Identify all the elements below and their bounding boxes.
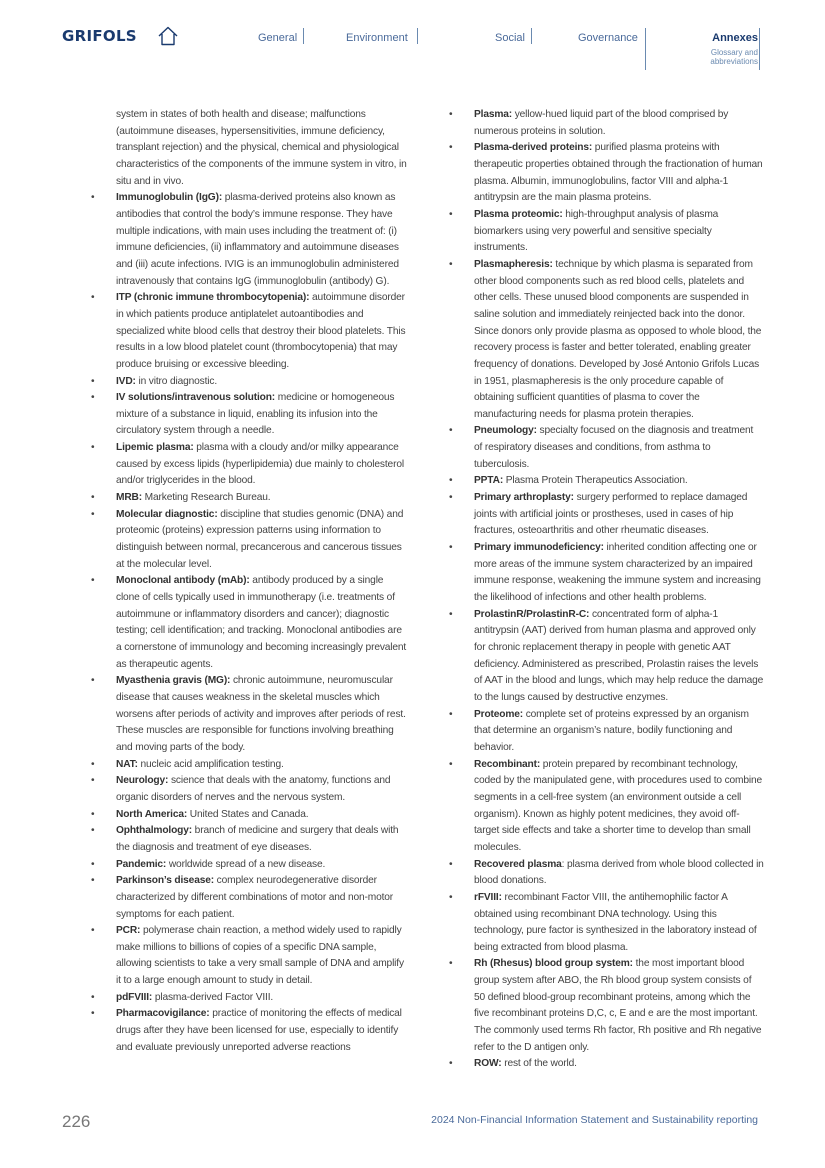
- nav-governance[interactable]: Governance: [578, 32, 638, 44]
- glossary-definition: worldwide spread of a new disease.: [166, 858, 326, 870]
- glossary-definition: discipline that studies genomic (DNA) and proteomic (proteins) expression patterns using information to distinguish between normal, precancerous and cancerous tissues at the molecular level.: [116, 508, 404, 570]
- glossary-term: rFVIII:: [474, 891, 502, 903]
- bullet: •: [91, 991, 95, 1003]
- bullet: •: [449, 858, 453, 870]
- bullet: •: [449, 109, 453, 120]
- bullet: •: [91, 675, 95, 687]
- glossary-entry: [91, 440, 408, 490]
- glossary-term: PCR:: [116, 925, 141, 937]
- glossary-entry: [449, 140, 764, 207]
- glossary-entry: [91, 773, 408, 806]
- annexes-title: Annexes: [712, 32, 758, 44]
- glossary-term: IVD:: [116, 375, 136, 387]
- bullet: •: [449, 258, 453, 270]
- bullet: •: [449, 475, 453, 487]
- glossary-definition: polymerase chain reaction, a method widely used to rapidly make millions to billions of copies of a specific DNA sample, allowing scientists to take a very small sample of DNA and amplify it to a large enough amount to study in detail.: [116, 925, 404, 987]
- glossary-entry: [91, 490, 408, 507]
- glossary-term: Ophthalmology:: [116, 825, 192, 837]
- glossary-definition: plasma-derived Factor VIII.: [152, 991, 274, 1003]
- glossary-definition: Marketing Research Bureau.: [142, 492, 271, 504]
- glossary-term: ITP (chronic immune thrombocytopenia):: [116, 292, 310, 304]
- glossary-definition: United States and Canada.: [187, 808, 309, 820]
- glossary-entry: [449, 1056, 764, 1073]
- glossary-entry: [449, 473, 764, 490]
- glossary-definition: nucleic acid amplification testing.: [137, 758, 284, 770]
- glossary-definition: practice of monitoring the effects of medical drugs after they have been licensed for use, especially to identify and evaluate previously unreported adverse reactions: [116, 1008, 402, 1053]
- nav-environment[interactable]: Environment: [346, 32, 408, 44]
- annexes-subtitle-2: abbreviations: [710, 57, 758, 66]
- glossary-entry: [91, 1006, 408, 1056]
- glossary-term: Plasma-derived proteins:: [474, 142, 593, 154]
- glossary-definition: the most important blood group system after ABO, the Rh blood group system consists of 50 defined blood-group recombinant proteins, among which the five recombinant proteins D,C, c, E and e are the most important. The commonly used terms Rh factor, Rh positive and Rh negative refer to the D antigen only.: [474, 958, 762, 1053]
- glossary-term: pdFVIII:: [116, 991, 153, 1003]
- glossary-definition: science that deals with the anatomy, functions and organic disorders of nerves and the nervous system.: [116, 775, 391, 803]
- bullet: •: [91, 192, 95, 204]
- glossary-term: PPTA:: [474, 475, 504, 487]
- glossary-term: Pneumology:: [474, 425, 537, 437]
- glossary-entry: [91, 374, 408, 391]
- glossary-entry: [91, 573, 408, 673]
- glossary-entry: [91, 923, 408, 990]
- glossary-definition: medicine or homogeneous mixture of a substance in liquid, enabling its infusion into the circulatory system through a needle.: [116, 392, 395, 437]
- glossary-term: Plasma proteomic:: [474, 208, 563, 220]
- glossary-definition: plasma with a cloudy and/or milky appearance caused by excess lipids (hyperlipidemia) due mainly to cholesterol and/or triglycerides in the blood.: [116, 442, 404, 487]
- glossary-term: Plasmapheresis:: [474, 258, 553, 270]
- glossary-term: Primary immunodeficiency:: [474, 542, 604, 554]
- glossary-term: Plasma:: [474, 109, 513, 120]
- glossary-definition: yellow-hued liquid part of the blood comprised by numerous proteins in solution.: [474, 109, 729, 137]
- glossary-definition: technique by which plasma is separated from other blood components such as red blood cells, platelets and other cells. These unused blood components are suspended in saline solution and immediately reinjected back into the donor. Since donors only provide plasma as opposed to whole blood, the recovery process is faster and better tolerated, enabling greater frequency of donations. Developed by José Antonio Grifols Lucas in 1951, plasmapheresis is the only procedure capable of obtaining sufficient quantities of plasma to cover the manufacturing needs for plasma protein therapies.: [474, 258, 762, 420]
- nav-divider: [645, 28, 646, 70]
- glossary-entry: [449, 107, 764, 140]
- glossary-entry: [449, 607, 764, 707]
- glossary-term: Recombinant:: [474, 758, 541, 770]
- glossary-definition: high-throughput analysis of plasma biomarkers using very powerful and sensitive specialty instruments.: [474, 208, 719, 254]
- glossary-term: Recovered plasma: [474, 858, 562, 870]
- bullet: •: [449, 608, 453, 620]
- bullet: •: [449, 758, 453, 770]
- glossary-definition: Plasma Protein Therapeutics Association.: [503, 475, 688, 487]
- glossary-entry: [91, 673, 408, 756]
- nav-divider: [417, 28, 418, 44]
- bullet: •: [91, 825, 95, 837]
- bullet: •: [91, 808, 95, 820]
- glossary-term: ROW:: [474, 1058, 502, 1070]
- glossary-definition: branch of medicine and surgery that deals with the diagnosis and treatment of eye diseases.: [116, 825, 399, 853]
- page-header: [0, 0, 825, 80]
- bullet: •: [449, 425, 453, 437]
- glossary-term: Pandemic:: [116, 858, 167, 870]
- bullet: •: [91, 775, 95, 787]
- glossary-term: NAT:: [116, 758, 138, 770]
- nav-social[interactable]: Social: [495, 32, 525, 44]
- glossary-definition: : plasma derived from whole blood collected in blood donations.: [474, 858, 764, 887]
- glossary-entry: [91, 807, 408, 824]
- glossary-definition: purified plasma proteins with therapeutic properties obtained through the fractionation of human plasma. Albumin, immunoglobulins, factor VIII and alpha-1 antitrypsin are the main plasma proteins.: [474, 142, 763, 204]
- glossary-column-right: [449, 107, 764, 1073]
- glossary-column-left: [91, 107, 408, 1056]
- glossary-definition: autoimmune disorder in which patients produce antiplatelet autoantibodies and specialized white blood cells that destroy their blood platelets. This results in a low blood platelet count (thrombocytopenia) that may produce bruising or excessive bleeding.: [116, 292, 406, 370]
- bullet: •: [91, 508, 95, 520]
- bullet: •: [449, 142, 453, 154]
- bullet: •: [449, 708, 453, 720]
- glossary-definition: in vitro diagnostic.: [135, 375, 218, 387]
- bullet: •: [91, 375, 95, 387]
- glossary-definition: rest of the world.: [501, 1058, 577, 1070]
- bullet: •: [449, 492, 453, 504]
- glossary-entry: [91, 857, 408, 874]
- bullet: •: [91, 925, 95, 937]
- glossary-definition: inherited condition affecting one or more areas of the immune system characterized by an impaired immune response, weakening the immune system and increasing the likelihood of infections and other health problems.: [474, 542, 761, 604]
- glossary-term: ProlastinR/ProlastinR-C:: [474, 608, 590, 620]
- nav-divider: [759, 28, 760, 70]
- glossary-term: Rh (Rhesus) blood group system:: [474, 958, 633, 970]
- glossary-entry: [449, 707, 764, 757]
- glossary-definition: protein prepared by recombinant technology, coded by the manipulated gene, with procedures used to combine segments in a cell-free system (an environment outside a cell organism). Known as highly potent medicines, they avoid off-target side effects and take a shorter time to develop than small molecules.: [474, 758, 763, 853]
- bullet: •: [449, 958, 453, 970]
- glossary-term: IV solutions/intravenous solution:: [116, 392, 276, 404]
- glossary-entry: [91, 390, 408, 440]
- glossary-list-right: [449, 107, 764, 1073]
- glossary-definition: surgery performed to replace damaged joints with artificial joints or prostheses, used in cases of hip fractures, osteoarthritis and other rheumatic diseases.: [474, 492, 748, 537]
- nav-divider: [303, 28, 304, 44]
- glossary-definition: plasma-derived proteins also known as antibodies that control the body’s immune response. They have multiple indications, with main uses including the treatment of: (i) immune deficiencies, (ii) inflammatory and autoimmune diseases and (iii) acute infections. IVIG is an immunoglobulin administered intravenously that contains IgG (immunoglobulin (antibody) G).: [116, 192, 399, 287]
- glossary-entry: [91, 190, 408, 290]
- bullet: •: [91, 492, 95, 504]
- nav-divider: [531, 28, 532, 44]
- bullet: •: [449, 1058, 453, 1070]
- glossary-entry: [449, 490, 764, 540]
- glossary-definition: specialty focused on the diagnosis and treatment of respiratory diseases and conditions, from asthma to tuberculosis.: [474, 425, 754, 470]
- glossary-entry: [449, 207, 764, 257]
- bullet: •: [449, 542, 453, 554]
- bullet: •: [91, 442, 95, 454]
- glossary-term: Proteome:: [474, 708, 524, 720]
- bullet: •: [91, 1008, 95, 1020]
- bullet: •: [91, 875, 95, 887]
- glossary-entry: [91, 757, 408, 774]
- glossary-entry: [449, 423, 764, 473]
- glossary-term: Primary arthroplasty:: [474, 492, 574, 504]
- report-title: 2024 Non-Financial Information Statement and Sustainability reporting: [431, 1114, 758, 1126]
- bullet: •: [91, 575, 95, 587]
- glossary-term: North America:: [116, 808, 188, 820]
- nav-annexes[interactable]: [710, 32, 758, 66]
- glossary-term: Myasthenia gravis (MG):: [116, 675, 231, 687]
- bullet: •: [91, 758, 95, 770]
- glossary-term: MRB:: [116, 492, 142, 504]
- glossary-definition: recombinant Factor VIII, the antihemophilic factor A obtained using recombinant DNA technology. Using this technology, pure factor is synthesized in the laboratory instead of being extracted from blood plasma.: [474, 891, 757, 953]
- glossary-term: Parkinson’s disease:: [116, 875, 214, 887]
- glossary-term: Pharmacovigilance:: [116, 1008, 210, 1020]
- nav-general[interactable]: General: [258, 32, 298, 44]
- bullet: •: [91, 858, 95, 870]
- glossary-definition: complex neurodegenerative disorder characterized by different combinations of motor and non-motor symptoms for each patient.: [116, 875, 394, 920]
- glossary-term: Lipemic plasma:: [116, 442, 194, 454]
- glossary-definition: chronic autoimmune, neuromuscular disease that causes weakness in the skeletal muscles which worsens after periods of activity and improves after periods of rest. These muscles are responsible for functions involving breathing and moving parts of the body.: [116, 675, 406, 753]
- annexes-subtitle-1: Glossary and: [710, 48, 758, 57]
- home-icon[interactable]: [157, 25, 179, 47]
- glossary-entry: [91, 873, 408, 923]
- glossary-term: Immunoglobulin (IgG):: [116, 192, 223, 204]
- glossary-entry: [91, 290, 408, 373]
- glossary-entry: [91, 823, 408, 856]
- bullet: •: [91, 292, 95, 304]
- grifols-logo[interactable]: GRIFOLS: [62, 27, 137, 45]
- glossary-list-left: [91, 190, 408, 1056]
- bullet: •: [449, 891, 453, 903]
- glossary-entry: [449, 956, 764, 1056]
- glossary-definition: concentrated form of alpha-1 antitrypsin (AAT) derived from human plasma and approved only for chronic replacement therapy in people with genetic AAT deficiency. Administered as prescribed, Prolastin raises the levels of AAT in the blood and lungs, which may help reduce the damage to the lungs caused by destructive enzymes.: [474, 608, 764, 703]
- glossary-entry: [449, 857, 764, 890]
- glossary-entry: [449, 890, 764, 957]
- glossary-term: Monoclonal antibody (mAb):: [116, 575, 250, 587]
- glossary-entry: [91, 990, 408, 1007]
- glossary-term: Neurology:: [116, 775, 169, 787]
- glossary-intro: system in states of both health and disease; malfunctions (autoimmune diseases, hypersensitivities, immune deficiency, transplant rejection) and the physical, chemical and physiological characteristics of the components of the immune system in vitro, in situ and in vivo.: [116, 109, 407, 187]
- glossary-entry: [449, 257, 764, 424]
- glossary-entry: [449, 757, 764, 857]
- glossary-entry: [91, 507, 408, 574]
- page-number: 226: [62, 1112, 91, 1131]
- glossary-entry: [449, 540, 764, 607]
- bullet: •: [91, 392, 95, 404]
- bullet: •: [449, 208, 453, 220]
- glossary-term: Molecular diagnostic:: [116, 508, 218, 520]
- glossary-definition: complete set of proteins expressed by an organism that determine an organism’s nature, bodily functioning and behavior.: [474, 708, 749, 753]
- glossary-definition: antibody produced by a single clone of cells typically used in immunotherapy (i.e. treatments of autoimmune or inflammatory disorders and cancer); diagnostic testing; cell identification; and tracking. Monoclonal antibodies are a cornerstone of immunology and becoming increasingly prevalent as therapeutic agents.: [116, 575, 407, 670]
